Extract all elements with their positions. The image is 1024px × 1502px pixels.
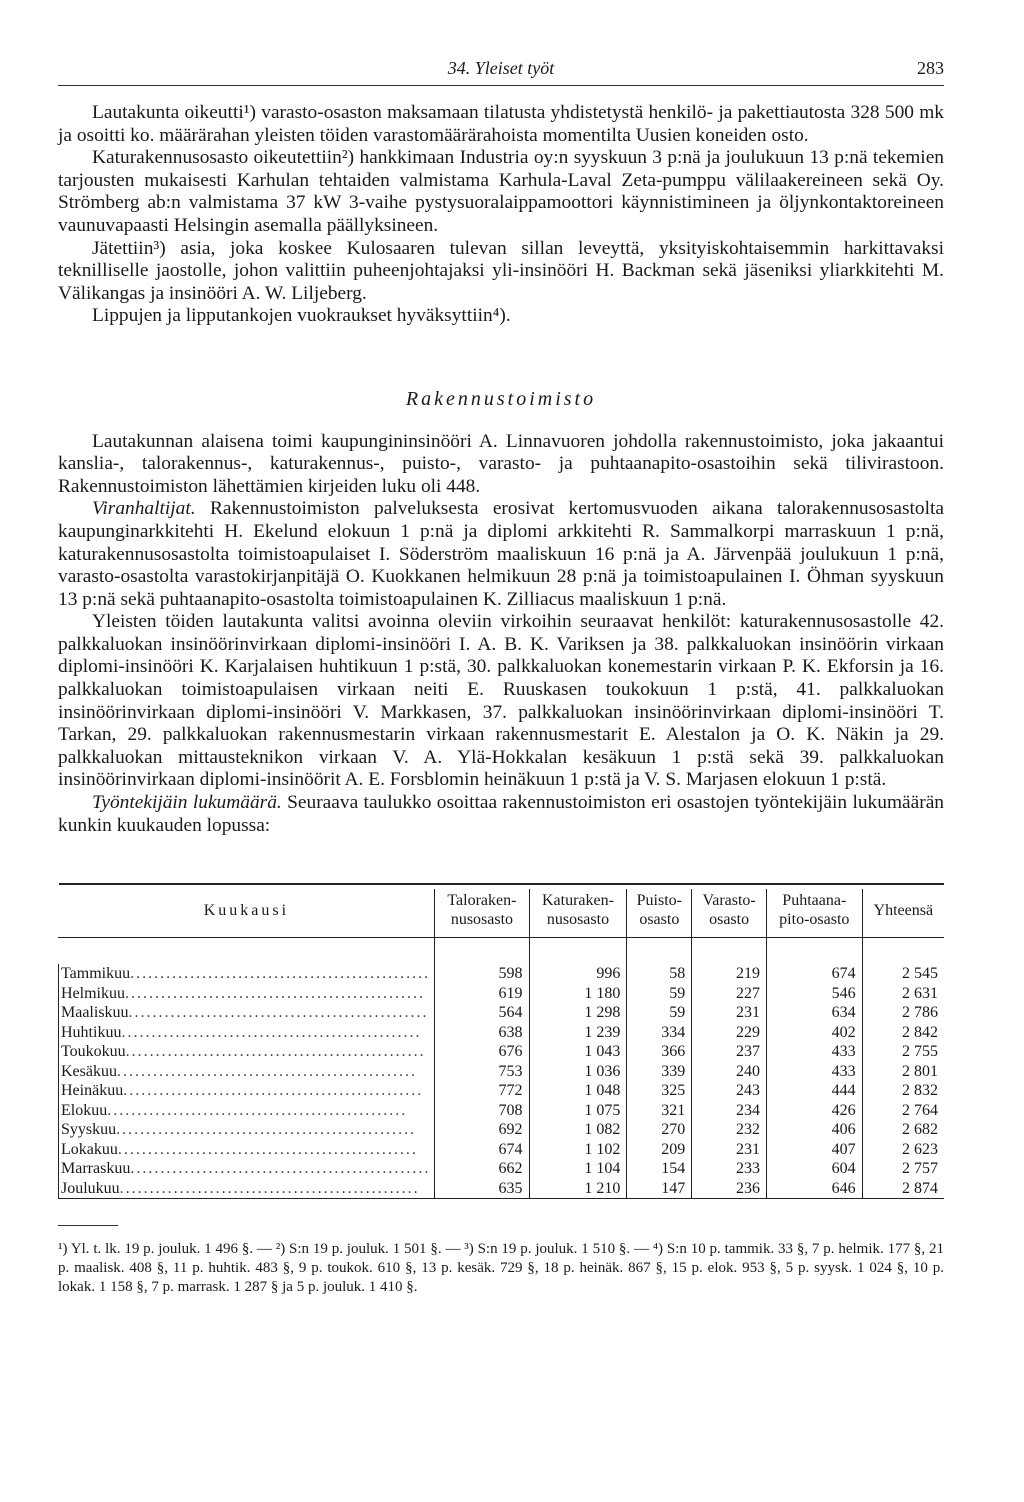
value-cell: 598 — [435, 964, 529, 984]
table-row — [59, 1062, 945, 1082]
running-header — [58, 58, 944, 86]
value-cell: 674 — [766, 964, 862, 984]
page-number: 283 — [917, 58, 944, 78]
value-cell: 635 — [435, 1179, 529, 1199]
table-row — [59, 1003, 945, 1023]
value-cell: 227 — [692, 984, 767, 1004]
paragraph-4: Lippujen ja lipputankojen vuokraukset hyväksyttiin⁴). — [92, 305, 511, 327]
footnotes: ¹) Yl. t. lk. 19 p. jouluk. 1 496 §. — ²) S:n 19 p. jouluk. 1 501 §. — ³) S:n 19 p. jouluk. 1 510 §. — ⁴) S:n 10 p. tammik. 33 §, 7 p. helmik. 177 §, 21 p. maalisk. 408 §, 11 p. huhtik. 483 §, 9 p. toukok. 610 §, 13 p. kesäk. 729 §, 18 p. heinäk. 867 §, 15 p. elok. 953 §, 5 p. syysk. 1 024 §, 10 p. lokak. 1 158 §, 7 p. marrask. 1 287 § ja 5 p. jouluk. 1 410 §. — [58, 1241, 944, 1296]
value-cell: 426 — [766, 1101, 862, 1121]
value-cell: 209 — [627, 1140, 692, 1160]
month-cell: Huhtikuu .................................................. — [59, 1023, 435, 1043]
value-cell: 646 — [766, 1179, 862, 1199]
value-cell: 604 — [766, 1159, 862, 1179]
value-cell: 237 — [692, 1042, 767, 1062]
header-title: 34. Yleiset työt — [447, 58, 555, 78]
value-cell: 634 — [766, 1003, 862, 1023]
value-cell: 2 757 — [862, 1159, 944, 1179]
value-cell: 662 — [435, 1159, 529, 1179]
col-header-sanitation: Puhtaana- pito-osasto — [766, 889, 862, 937]
value-cell: 433 — [766, 1062, 862, 1082]
value-cell: 59 — [627, 1003, 692, 1023]
table-row — [59, 1120, 945, 1140]
value-cell: 1 180 — [529, 984, 627, 1004]
value-cell: 147 — [627, 1179, 692, 1199]
table-row — [59, 1140, 945, 1160]
value-cell: 236 — [692, 1179, 767, 1199]
value-cell: 334 — [627, 1023, 692, 1043]
value-cell: 638 — [435, 1023, 529, 1043]
value-cell: 325 — [627, 1081, 692, 1101]
value-cell: 444 — [766, 1081, 862, 1101]
paragraph-2: Katurakennusosasto oikeutettiin²) hankkimaan Industria oy:n syyskuun 3 p:nä ja joulukuun 13 p:nä tekemien tarjousten mukaisesti Karhulan tehtaiden valmistama Karhula-Laval Zeta-pumppu välilaakereineen sekä Oy. Strömberg ab:n valmistama 37 kW 3-vaihe pystysuoralaippamoottori käynnistimineen ja öljynkontaktoreineen vaunuvapaasti Helsingin asemalla päällyksineen. — [58, 147, 944, 236]
value-cell: 2 842 — [862, 1023, 944, 1043]
table-row — [59, 984, 945, 1004]
paragraph-7: Yleisten töiden lautakunta valitsi avoinna oleviin virkoihin seuraavat henkilöt: katurakennusosastolle 42. palkkaluokan insinöörinvirkaan diplomi-insinööri I. A. B. K. Variksen ja 38. palkkaluokan insinöörin virkaan diplomi-insinööri K. Karjalaisen huhtikuun 1 p:stä, 30. palkkaluokan konemestarin virkaan P. K. Ekforsin ja 16. palkkaluokan toimistoapulaisen virkaan neiti E. Ruuskasen toukokuun 1 p:stä, 41. palkkaluokan insinöörinvirkaan diplomi-insinööri V. Markkasen, 37. palkkaluokan insinöörinvirkaan diplomi-insinööri T. Tarkan, 29. palkkaluokan rakennusmestarin virkaan rakennusmestarit E. Alestalon ja O. K. Näkin ja 29. palkkaluokan mittausteknikon virkaan V. A. Ylä-Hokkalan kesäkuun 1 p:stä sekä 39. palkkaluokan insinöörinvirkaan diplomi-insinöörit A. E. Forsblomin heinäkuun 1 p:stä ja V. S. Marjasen elokuun 1 p:stä. — [58, 611, 944, 791]
paragraph-6-text: Rakennustoimiston palveluksesta erosivat kertomusvuoden aikana talorakennusosastolta kaupunginarkkitehti H. Ekelund elokuun 1 p:nä ja diplomi arkkitehti R. Sammalkorpi marraskuun 1 p:nä, katurakennusosastolta toimistoapulaiset I. Söderström maaliskuun 16 p:nä ja A. Järvenpää joulukuun 1 p:nä, varasto-osastolta varastokirjanpitäjä O. Kuokkanen helmikuun 28 p:nä ja toimistoapulainen I. Öhman syyskuun 13 p:nä sekä puhtaanapito-osastolta toimistoapulainen K. Zilliacus maaliskuun 1 p:nä. — [58, 498, 944, 610]
value-cell: 231 — [692, 1140, 767, 1160]
value-cell: 564 — [435, 1003, 529, 1023]
col-header-building: Taloraken- nusosasto — [435, 889, 529, 937]
value-cell: 1 075 — [529, 1101, 627, 1121]
value-cell: 546 — [766, 984, 862, 1004]
value-cell: 708 — [435, 1101, 529, 1121]
month-cell: Kesäkuu .................................................. — [59, 1062, 435, 1082]
col-header-park: Puisto- osasto — [627, 889, 692, 937]
value-cell: 2 832 — [862, 1081, 944, 1101]
value-cell: 321 — [627, 1101, 692, 1121]
value-cell: 366 — [627, 1042, 692, 1062]
value-cell: 2 545 — [862, 964, 944, 984]
document-page — [58, 58, 944, 1297]
workers-table — [58, 883, 944, 1199]
value-cell: 2 682 — [862, 1120, 944, 1140]
col-header-storage: Varasto- osasto — [692, 889, 767, 937]
value-cell: 674 — [435, 1140, 529, 1160]
value-cell: 233 — [692, 1159, 767, 1179]
paragraph-8 — [58, 792, 944, 837]
table-row — [59, 1042, 945, 1062]
value-cell: 402 — [766, 1023, 862, 1043]
header-rule — [58, 85, 944, 86]
value-cell: 231 — [692, 1003, 767, 1023]
value-cell: 243 — [692, 1081, 767, 1101]
table-row — [59, 1159, 945, 1179]
value-cell: 1 043 — [529, 1042, 627, 1062]
value-cell: 676 — [435, 1042, 529, 1062]
month-cell: Maaliskuu .................................................. — [59, 1003, 435, 1023]
value-cell: 1 298 — [529, 1003, 627, 1023]
value-cell: 2 623 — [862, 1140, 944, 1160]
value-cell: 1 102 — [529, 1140, 627, 1160]
value-cell: 219 — [692, 964, 767, 984]
value-cell: 339 — [627, 1062, 692, 1082]
value-cell: 1 082 — [529, 1120, 627, 1140]
month-cell: Marraskuu .................................................. — [59, 1159, 435, 1179]
table-row — [59, 964, 945, 984]
paragraph-3: Jätettiin³) asia, joka koskee Kulosaaren tulevan sillan leveyttä, yksityiskohtaisemmin harkittavaksi teknilliselle jaostolle, johon valittiin puheenjohtajaksi yli-insinööri H. Backman sekä jäseniksi yliarkkitehti M. Välikangas ja insinööri A. W. Liljeberg. — [58, 237, 944, 304]
table-row — [59, 1179, 945, 1199]
table-row — [59, 1023, 945, 1043]
paragraph-6-label: Viranhaltijat. — [92, 498, 196, 520]
table-row — [59, 1101, 945, 1121]
value-cell: 772 — [435, 1081, 529, 1101]
value-cell: 229 — [692, 1023, 767, 1043]
value-cell: 433 — [766, 1042, 862, 1062]
paragraph-5: Lautakunnan alaisena toimi kaupungininsinööri A. Linnavuoren johdolla rakennustoimisto, joka jakaantui kanslia-, talorakennus-, katurakennus-, puisto-, varasto- ja puhtaanapito-osastoihin sekä tilivirastoon. Rakennustoimiston lähettämien kirjeiden luku oli 448. — [58, 430, 944, 497]
value-cell: 58 — [627, 964, 692, 984]
value-cell: 270 — [627, 1120, 692, 1140]
col-header-month: Kuukausi — [203, 901, 290, 919]
value-cell: 996 — [529, 964, 627, 984]
value-cell: 154 — [627, 1159, 692, 1179]
month-cell: Joulukuu .................................................. — [59, 1179, 435, 1199]
value-cell: 2 801 — [862, 1062, 944, 1082]
value-cell: 2 764 — [862, 1101, 944, 1121]
month-cell: Syyskuu .................................................. — [59, 1120, 435, 1140]
footnote-rule — [58, 1225, 118, 1226]
value-cell: 407 — [766, 1140, 862, 1160]
value-cell: 619 — [435, 984, 529, 1004]
paragraph-8-text: Seuraava taulukko osoittaa rakennustoimiston eri osastojen työntekijäin lukumäärän kunkin kuukauden lopussa: — [58, 792, 944, 836]
value-cell: 1 036 — [529, 1062, 627, 1082]
value-cell: 240 — [692, 1062, 767, 1082]
value-cell: 59 — [627, 984, 692, 1004]
value-cell: 232 — [692, 1120, 767, 1140]
body-text — [58, 102, 944, 837]
table-row — [59, 1081, 945, 1101]
value-cell: 1 210 — [529, 1179, 627, 1199]
paragraph-6 — [58, 498, 944, 611]
value-cell: 2 755 — [862, 1042, 944, 1062]
col-header-total: Yhteensä — [862, 889, 944, 937]
value-cell: 1 239 — [529, 1023, 627, 1043]
value-cell: 2 786 — [862, 1003, 944, 1023]
paragraph-1: Lautakunta oikeutti¹) varasto-osaston maksamaan tilatusta yhdistetystä henkilö- ja pakettiautosta 328 500 mk ja osoitti ko. määrärahan yleisten töiden varastomäärärahoista momentilta Uusien koneiden osto. — [58, 102, 944, 146]
month-cell: Toukokuu .................................................. — [59, 1042, 435, 1062]
month-cell: Elokuu .................................................. — [59, 1101, 435, 1121]
month-cell: Lokakuu .................................................. — [59, 1140, 435, 1160]
month-cell: Helmikuu .................................................. — [59, 984, 435, 1004]
value-cell: 1 104 — [529, 1159, 627, 1179]
value-cell: 406 — [766, 1120, 862, 1140]
value-cell: 2 874 — [862, 1179, 944, 1199]
value-cell: 2 631 — [862, 984, 944, 1004]
section-heading: Rakennustoimisto — [405, 387, 597, 410]
value-cell: 753 — [435, 1062, 529, 1082]
value-cell: 1 048 — [529, 1081, 627, 1101]
value-cell: 692 — [435, 1120, 529, 1140]
value-cell: 234 — [692, 1101, 767, 1121]
month-cell: Heinäkuu .................................................. — [59, 1081, 435, 1101]
col-header-street: Katuraken- nusosasto — [529, 889, 627, 937]
table-body — [59, 964, 945, 1199]
paragraph-8-label: Työntekijäin lukumäärä. — [92, 792, 282, 814]
month-cell: Tammikuu .................................................. — [59, 964, 435, 984]
